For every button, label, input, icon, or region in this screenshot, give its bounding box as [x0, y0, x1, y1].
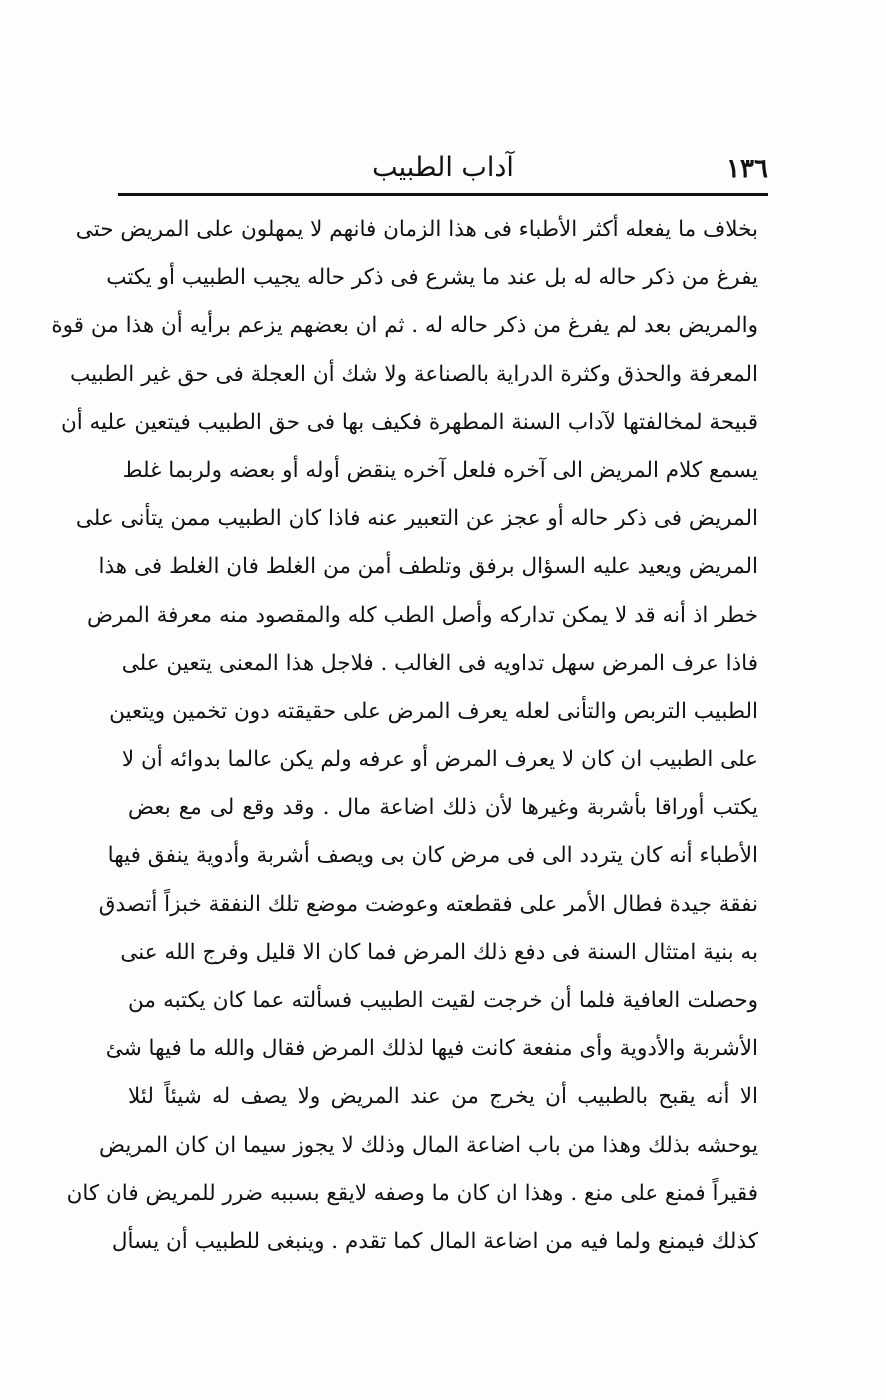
text-line: كذلك فيمنع ولما فيه من اضاعة المال كما تقدم . وينبغى للطبيب أن يسأل [111, 1228, 758, 1254]
text-line: به بنية امتثال السنة فى دفع ذلك المرض فما كان الا قليل وفرج الله عنى [120, 939, 758, 965]
text-line: الطبيب التربص والتأنى لعله يعرف المرض على حقيقته دون تخمين ويتعين [109, 698, 758, 724]
text-line: والمريض بعد لم يفرغ من ذكر حاله له . ثم ان بعضهم يزعم برأيه أن هذا من قوة [51, 313, 758, 339]
text-line: خطر اذ أنه قد لا يمكن تداركه وأصل الطب كله والمقصود منه معرفة المرض [86, 602, 758, 628]
text-line: بخلاف ما يفعله أكثر الأطباء فى هذا الزمان فانهم لا يمهلون على المريض حتى [75, 217, 758, 242]
text-line: الأطباء أنه كان يتردد الى فى مرض كان بى ويصف أشربة وأدوية ينفق فيها [107, 843, 758, 869]
text-line: المعرفة والحذق وكثرة الدراية بالصناعة ولا شك أن العجلة فى حق غير الطبيب [69, 361, 758, 387]
text-line: على الطبيب ان كان لا يعرف المرض أو عرفه ولم يكن عالما بدوائه أن لا [121, 747, 758, 773]
text-line: فقيراً فمنع على منع . وهذا ان كان ما وصفه لايقع بسببه ضرر للمريض فان كان [66, 1180, 758, 1206]
text-line: وحصلت العافية فلما أن خرجت لقيت الطبيب فسألته عما كان يكتبه من [128, 988, 758, 1013]
text-line: نفقة جيدة فطال الأمر على فقطعته وعوضت موضع تلك النفقة خبزاً أتصدق [98, 891, 758, 917]
running-title: آداب الطبيب [372, 152, 514, 183]
text-line: يكتب أوراقا بأشربة وغيرها لأن ذلك اضاعة مال . وقد وقع لى مع بعض [128, 795, 758, 821]
text-line: المريض ويعيد عليه السؤال برفق وتلطف أمن من الغلط فان الغلط فى هذا [98, 554, 758, 580]
text-line: الأشربة والأدوية وأى منفعة كانت فيها لذلك المرض فقال والله ما فيها شئ [105, 1036, 758, 1062]
text-line: قبيحة لمخالفتها لآداب السنة المطهرة فكيف بها فى حق الطبيب فيتعين عليه أن [60, 409, 758, 435]
body-text [51, 206, 758, 1266]
text-line: فاذا عرف المرض سهل تداويه فى الغالب . فلاجل هذا المعنى يتعين على [121, 650, 758, 676]
page-header [118, 150, 768, 194]
text-line: الا أنه يقبح بالطبيب أن يخرج من عند المريض ولا يصف له شيئاً لئلا [128, 1084, 758, 1110]
header-rule [118, 193, 768, 196]
page-number: ١٣٦ [726, 154, 768, 184]
text-line: يفرغ من ذكر حاله له بل عند ما يشرع فى ذكر حاله يجيب الطبيب أو يكتب [106, 265, 758, 291]
text-line: يوحشه بذلك وهذا من باب اضاعة المال وذلك لا يجوز سيما ان كان المريض [99, 1132, 758, 1158]
text-line: المريض فى ذكر حاله أو عجز عن التعبير عنه فاذا كان الطبيب ممن يتأنى على [75, 506, 758, 532]
text-line: يسمع كلام المريض الى آخره فلعل آخره ينقض أوله أو بعضه ولربما غلط [122, 457, 758, 483]
